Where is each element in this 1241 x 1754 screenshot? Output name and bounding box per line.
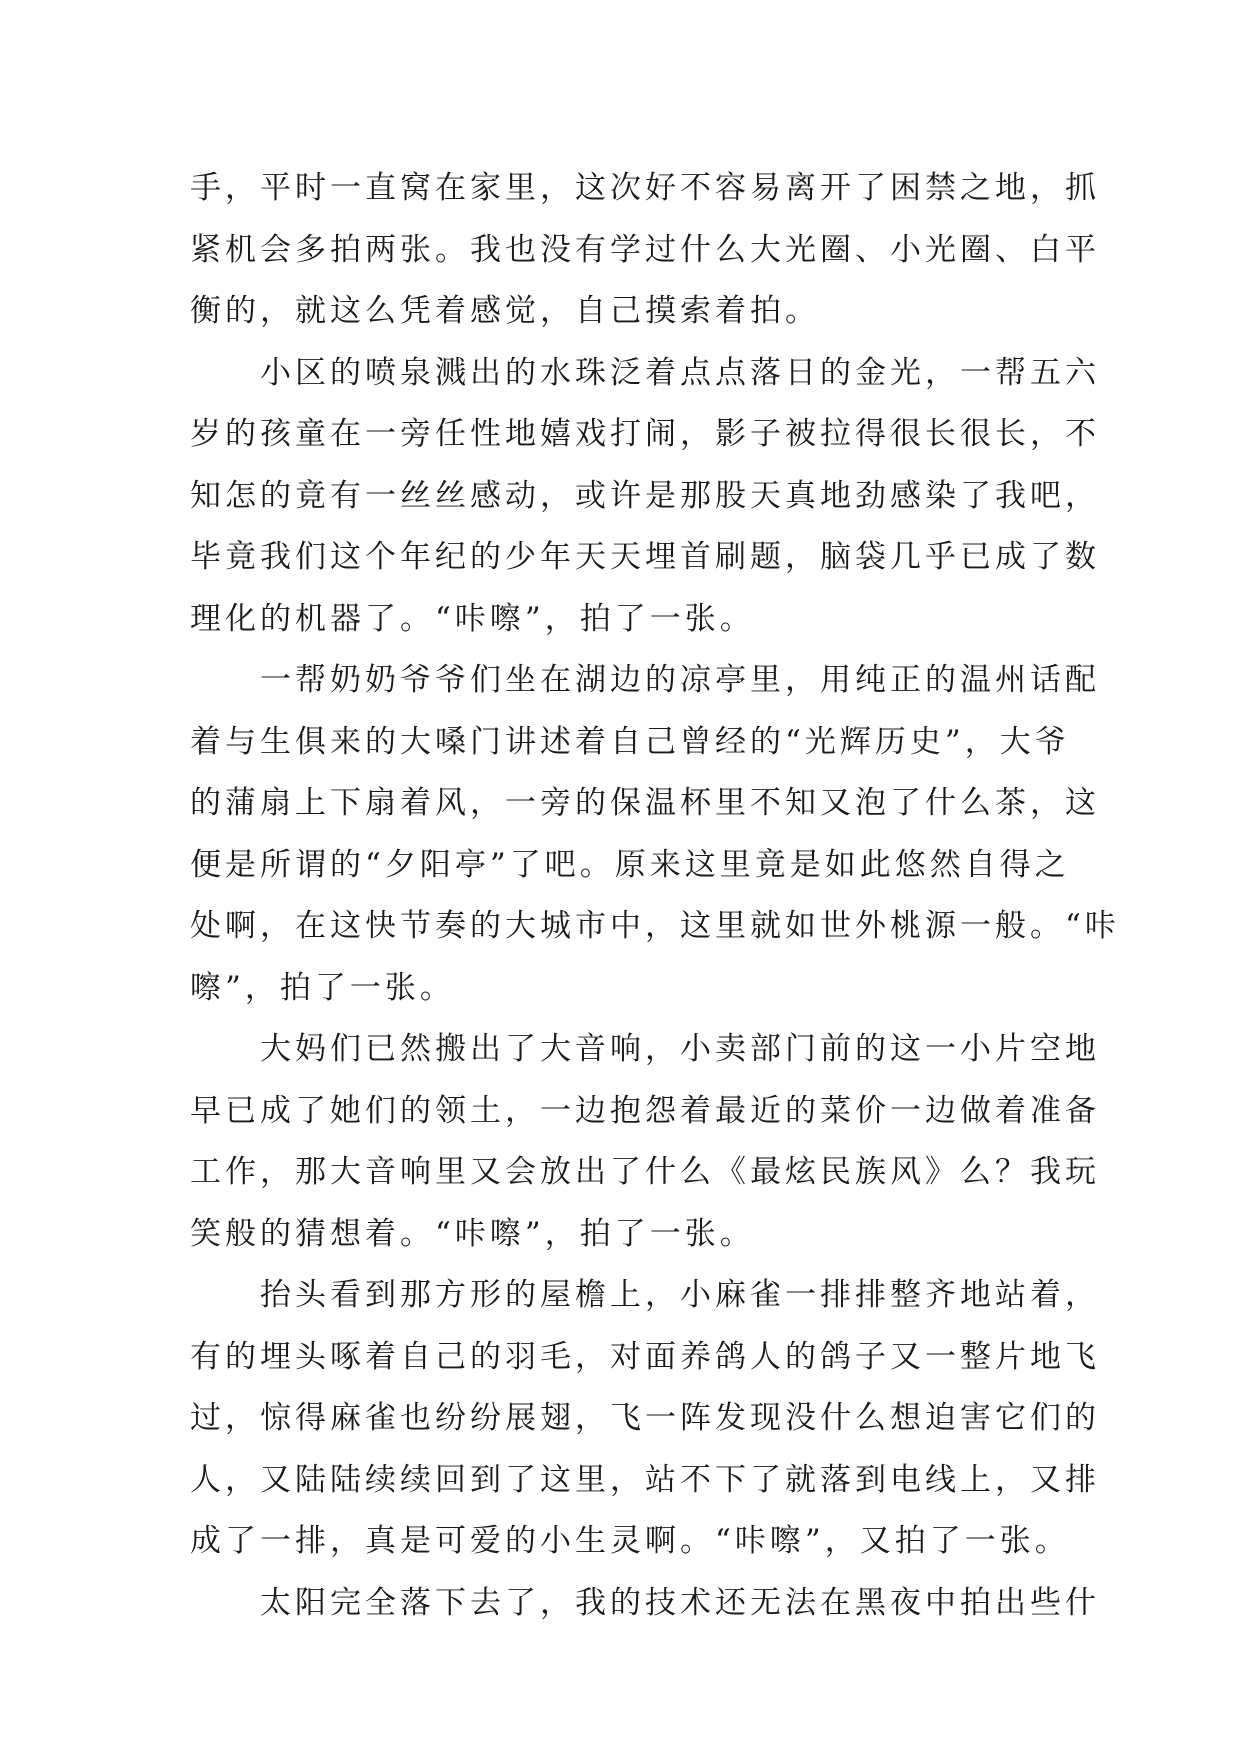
paragraph-first-line: 小区的喷泉溅出的水珠泛着点点落日的金光，一帮五六 <box>260 354 1100 391</box>
paragraph-first-line: 一帮奶奶爷爷们坐在湖边的凉亭里，用纯正的温州话配 <box>260 662 1100 698</box>
text-line: 知怎的竟有一丝丝感动，或许是那股天真地劲感染了我吧， <box>190 477 1100 514</box>
text-line: 着与生俱来的大嗓门讲述着自己曾经的“光辉历史”，大爷 <box>190 723 1070 760</box>
paragraph-first-line: 大妈们已然搬出了大音响，小卖部门前的这一小片空地 <box>260 1031 1100 1067</box>
text-line: 嚓”，拍了一张。 <box>190 969 455 1006</box>
text-line: 早已成了她们的领土，一边抱怨着最近的菜价一边做着准备 <box>190 1092 1100 1129</box>
text-line: 人，又陆陆续续回到了这里，站不下了就落到电线上，又排 <box>190 1461 1100 1498</box>
text-line: 处啊，在这快节奏的大城市中，这里就如世外桃源一般。“咔 <box>190 908 1120 944</box>
text-line: 衡的，就这么凭着感觉，自己摸索着拍。 <box>190 293 820 329</box>
text-line: 过，惊得麻雀也纷纷展翅，飞一阵发现没什么想迫害它们的 <box>190 1400 1100 1436</box>
text-line: 便是所谓的“夕阳亭”了吧。原来这里竟是如此悠然自得之 <box>190 846 1070 883</box>
paragraph-first-line: 抬头看到那方形的屋檐上，小麻雀一排排整齐地站着， <box>260 1277 1100 1313</box>
paragraph-first-line: 太阳完全落下去了，我的技术还无法在黑夜中拍出些什 <box>260 1584 1100 1621</box>
text-line: 手，平时一直窝在家里，这次好不容易离开了困禁之地，抓 <box>190 170 1100 206</box>
text-line: 有的埋头啄着自己的羽毛，对面养鸽人的鸽子又一整片地飞 <box>190 1338 1100 1375</box>
document-body <box>190 158 1120 1634</box>
text-line: 的蒲扇上下扇着风，一旁的保温杯里不知又泡了什么茶，这 <box>190 785 1100 821</box>
text-line: 紧机会多拍两张。我也没有学过什么大光圈、小光圈、白平 <box>190 231 1100 268</box>
text-line: 工作，那大音响里又会放出了什么《最炫民族风》么？我玩 <box>190 1154 1100 1190</box>
text-line: 岁的孩童在一旁任性地嬉戏打闹，影子被拉得很长很长，不 <box>190 416 1100 452</box>
text-line: 理化的机器了。“咔嚓”，拍了一张。 <box>190 600 755 637</box>
text-line: 成了一排，真是可爱的小生灵啊。“咔嚓”，又拍了一张。 <box>190 1523 1070 1559</box>
text-line: 笑般的猜想着。“咔嚓”，拍了一张。 <box>190 1215 755 1252</box>
text-line: 毕竟我们这个年纪的少年天天埋首刷题，脑袋几乎已成了数 <box>190 539 1100 575</box>
